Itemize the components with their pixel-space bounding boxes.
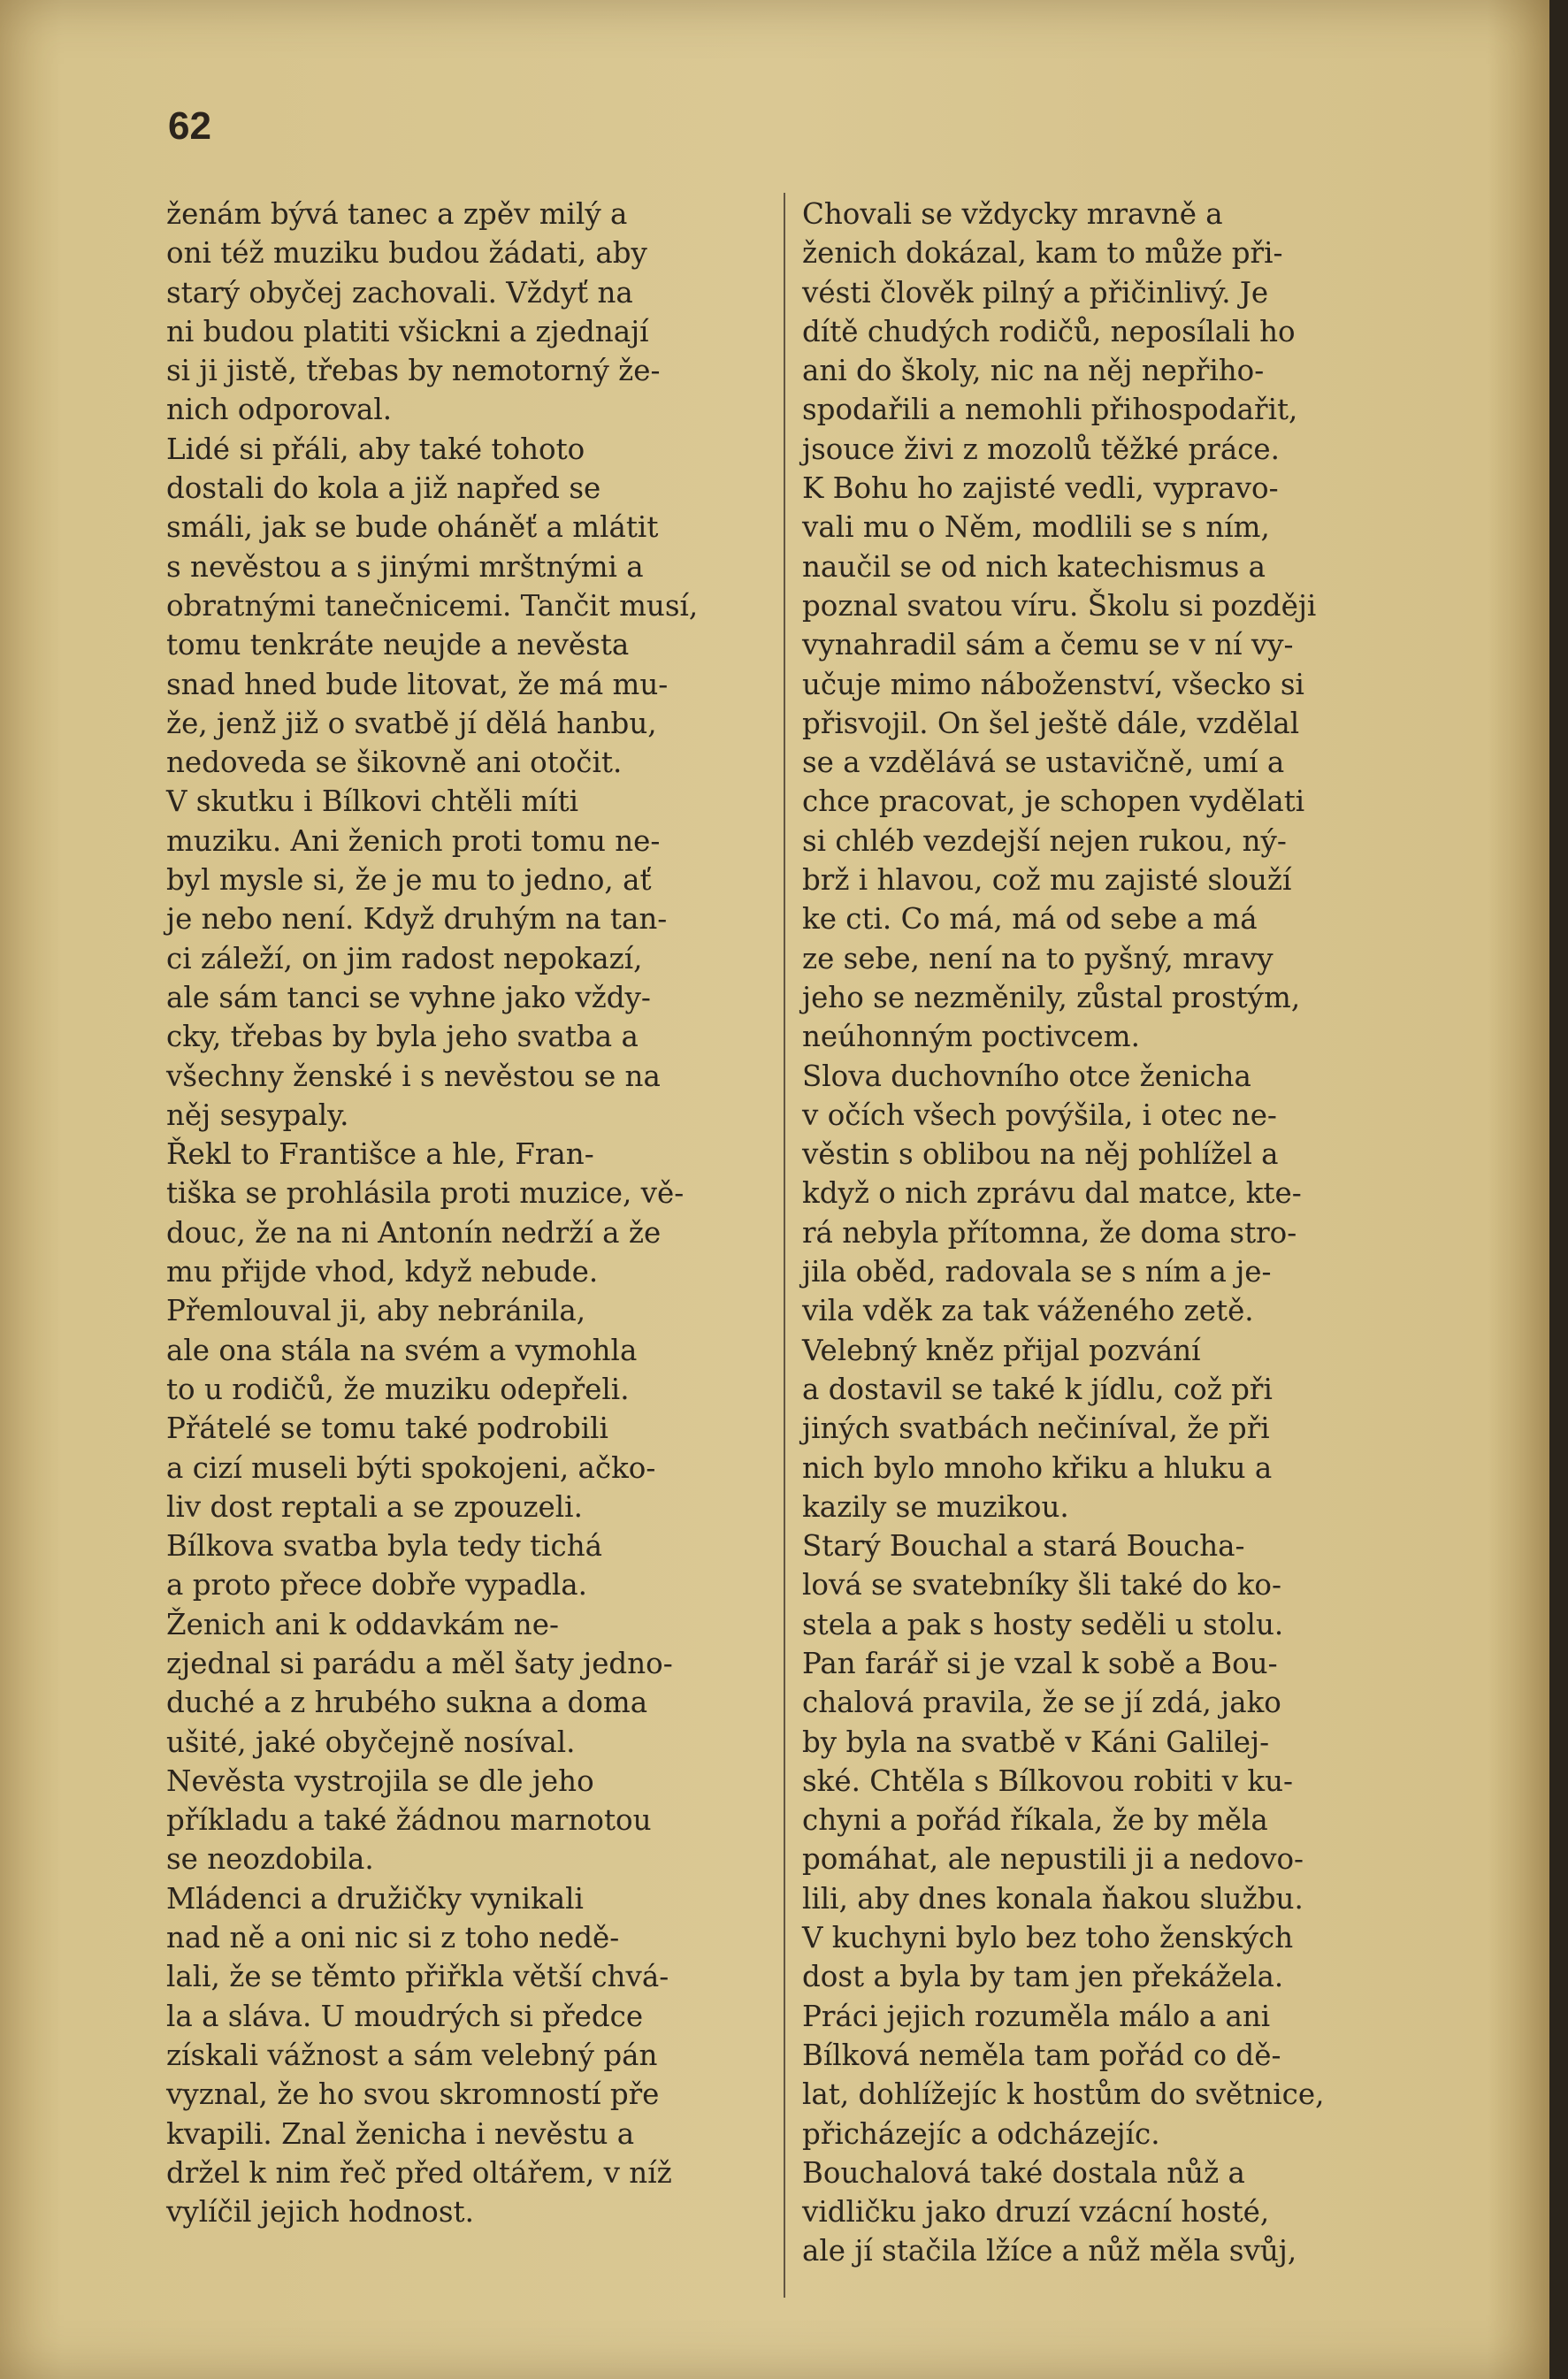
text-line: Bouchalová také dostala nůž a xyxy=(802,2155,1245,2190)
text-line: lili, aby dnes konala ňakou službu. xyxy=(802,1881,1304,1916)
text-line: dostali do kola a již napřed se xyxy=(166,471,601,506)
text-line: spodařili a nemohli přihospodařit, xyxy=(802,393,1298,427)
text-line: mu přijde vhod, když nebude. xyxy=(166,1255,599,1289)
text-line: vynahradil sám a čemu se v ní vy- xyxy=(802,628,1294,662)
text-line: vyznal, že ho svou skromností pře xyxy=(166,2077,660,2112)
text-line: Velebný kněz přijal pozvání xyxy=(802,1333,1201,1367)
text-line: a proto přece dobře vypadla. xyxy=(166,1568,587,1603)
text-line: Pan farář si je vzal k sobě a Bou- xyxy=(802,1646,1278,1680)
text-line: Řekl to Františce a hle, Fran- xyxy=(166,1137,594,1172)
text-line: lali, že se těmto přiřkla větší chvá- xyxy=(166,1960,669,1994)
text-line: ale sám tanci se vyhne jako vždy- xyxy=(166,980,651,1014)
text-line: ke cti. Co má, má od sebe a má xyxy=(802,902,1258,937)
page-edge xyxy=(1549,0,1568,2379)
text-line: Starý Bouchal a stará Boucha- xyxy=(802,1529,1245,1564)
text-line: ušité, jaké obyčejně nosíval. xyxy=(166,1725,576,1759)
text-line: s nevěstou a s jinými mrštnými a xyxy=(166,549,644,584)
text-line: vidličku jako druzí vzácní hosté, xyxy=(802,2195,1270,2230)
text-line: se a vzdělává se ustavičně, umí a xyxy=(802,746,1285,780)
text-line: V skutku i Bílkovi chtěli míti xyxy=(166,784,579,819)
text-line: kazily se muzikou. xyxy=(802,1489,1069,1524)
text-line: něj sesypaly. xyxy=(166,1098,349,1132)
text-line: tiška se prohlásila proti muzice, vě- xyxy=(166,1176,685,1211)
text-line: zjednal si parádu a měl šaty jedno- xyxy=(166,1646,673,1680)
text-line: ženám bývá tanec a zpěv milý a xyxy=(166,197,628,231)
text-line: věstin s oblibou na něj pohlížel a xyxy=(802,1137,1279,1172)
text-line: smáli, jak se bude oháněť a mlátit xyxy=(166,510,659,545)
left-text-column xyxy=(166,195,768,2231)
text-line: pomáhat, ale nepustili ji a nedovo- xyxy=(802,1842,1304,1877)
text-line: Přátelé se tomu také podrobili xyxy=(166,1411,608,1446)
page-number: 62 xyxy=(168,104,211,148)
text-line: Nevěsta vystrojila se dle jeho xyxy=(166,1763,594,1798)
text-line: jiných svatbách nečiníval, že při xyxy=(802,1411,1270,1446)
text-line: rá nebyla přítomna, že doma stro- xyxy=(802,1215,1297,1250)
text-line: vylíčil jejich hodnost. xyxy=(166,2195,474,2230)
text-line: nich odporoval. xyxy=(166,393,393,427)
text-line: vésti člověk pilný a přičinlivý. Je xyxy=(802,275,1269,310)
text-line: Ženich ani k oddavkám ne- xyxy=(166,1607,559,1641)
text-line: kvapili. Znal ženicha i nevěstu a xyxy=(166,2116,635,2151)
text-line: snad hned bude litovat, že má mu- xyxy=(166,667,669,701)
text-line: nedoveda se šikovně ani otočit. xyxy=(166,746,623,780)
text-line: ženich dokázal, kam to může při- xyxy=(802,236,1283,271)
text-line: chalová pravila, že se jí zdá, jako xyxy=(802,1686,1281,1720)
text-line: duché a z hrubého sukna a doma xyxy=(166,1686,648,1720)
text-line: ale jí stačila lžíce a nůž měla svůj, xyxy=(802,2234,1297,2268)
text-line: by byla na svatbě v Káni Galilej- xyxy=(802,1725,1270,1759)
text-line: tomu tenkráte neujde a nevěsta xyxy=(166,628,630,662)
text-line: Přemlouval ji, aby nebránila, xyxy=(166,1294,586,1328)
text-line: je nebo není. Když druhým na tan- xyxy=(166,902,668,937)
text-line: učuje mimo náboženství, všecko si xyxy=(802,667,1304,701)
text-line: liv dost reptali a se zpouzeli. xyxy=(166,1489,583,1524)
text-line: neúhonným poctivcem. xyxy=(802,1020,1140,1054)
text-line: se neozdobila. xyxy=(166,1842,374,1877)
text-line: příkladu a také žádnou marnotou xyxy=(166,1803,652,1838)
text-line: nich bylo mnoho křiku a hluku a xyxy=(802,1450,1273,1485)
text-line: chce pracovat, je schopen vydělati xyxy=(802,784,1305,819)
text-line: ze sebe, není na to pyšný, mravy xyxy=(802,941,1274,975)
text-line: ni budou platiti všickni a zjednají xyxy=(166,314,649,348)
text-line: získali vážnost a sám velebný pán xyxy=(166,2038,658,2072)
text-line: jsouce živi z mozolů těžké práce. xyxy=(802,432,1280,466)
text-line: muziku. Ani ženich proti tomu ne- xyxy=(166,823,661,858)
text-line: douc, že na ni Antonín nedrží a že xyxy=(166,1215,662,1250)
text-line: Mládenci a družičky vynikali xyxy=(166,1881,584,1916)
text-line: Slova duchovního otce ženicha xyxy=(802,1059,1251,1093)
text-line: obratnými tanečnicemi. Tančit musí, xyxy=(166,588,699,623)
text-line: byl mysle si, že je mu to jedno, ať xyxy=(166,863,652,898)
text-line: stela a pak s hosty seděli u stolu. xyxy=(802,1607,1284,1641)
text-line: a dostavil se také k jídlu, což při xyxy=(802,1372,1273,1406)
text-line: Bílková neměla tam pořád co dě- xyxy=(802,2038,1281,2072)
text-line: ale ona stála na svém a vymohla xyxy=(166,1333,638,1367)
text-line: Bílkova svatba byla tedy tichá xyxy=(166,1529,603,1564)
text-line: ani do školy, nic na něj nepřiho- xyxy=(802,354,1265,388)
text-line: vali mu o Něm, modlili se s ním, xyxy=(802,510,1270,545)
text-line: to u rodičů, že muziku odepřeli. xyxy=(166,1372,630,1406)
text-line: V kuchyni bylo bez toho ženských xyxy=(802,1921,1294,1955)
text-line: a cizí museli býti spokojeni, ačko- xyxy=(166,1450,656,1485)
text-line: K Bohu ho zajisté vedli, vypravo- xyxy=(802,471,1279,506)
text-line: starý obyčej zachovali. Vždyť na xyxy=(166,275,633,310)
text-line: přisvojil. On šel ještě dále, vzdělal xyxy=(802,706,1300,740)
text-line: vila vděk za tak váženého zetě. xyxy=(802,1294,1254,1328)
text-line: držel k nim řeč před oltářem, v níž xyxy=(166,2155,672,2190)
text-line: oni též muziku budou žádati, aby xyxy=(166,236,647,271)
text-line: cky, třebas by byla jeho svatba a xyxy=(166,1020,639,1054)
text-line: lat, dohlížejíc k hostům do světnice, xyxy=(802,2077,1325,2112)
text-line: poznal svatou víru. Školu si později xyxy=(802,588,1317,623)
text-line: jila oběd, radovala se s ním a je- xyxy=(802,1255,1272,1289)
text-line: Práci jejich rozuměla málo a ani xyxy=(802,1999,1271,2033)
text-line: ci záleží, on jim radost nepokazí, xyxy=(166,941,643,975)
text-line: dost a byla by tam jen překážela. xyxy=(802,1960,1284,1994)
text-line: Lidé si přáli, aby také tohoto xyxy=(166,432,585,466)
text-line: si chléb vezdejší nejen rukou, ný- xyxy=(802,823,1287,858)
text-line: v očích všech povýšila, i otec ne- xyxy=(802,1098,1277,1132)
text-line: Chovali se vždycky mravně a xyxy=(802,197,1223,231)
text-line: ské. Chtěla s Bílkovou robiti v ku- xyxy=(802,1763,1293,1798)
text-line: brž i hlavou, což mu zajisté slouží xyxy=(802,863,1292,898)
right-text-column xyxy=(802,195,1399,2271)
text-line: lová se svatebníky šli také do ko- xyxy=(802,1568,1281,1603)
text-line: jeho se nezměnily, zůstal prostým, xyxy=(802,980,1301,1014)
text-line: že, jenž již o svatbě jí dělá hanbu, xyxy=(166,706,657,740)
text-line: dítě chudých rodičů, neposílali ho xyxy=(802,314,1296,348)
text-line: chyni a pořád říkala, že by měla xyxy=(802,1803,1268,1838)
text-line: la a sláva. U moudrých si předce xyxy=(166,1999,644,2033)
text-line: nad ně a oni nic si z toho nedě- xyxy=(166,1921,620,1955)
column-divider xyxy=(784,193,785,2298)
text-line: naučil se od nich katechismus a xyxy=(802,549,1266,584)
text-line: všechny ženské i s nevěstou se na xyxy=(166,1059,661,1093)
text-line: si ji jistě, třebas by nemotorný že- xyxy=(166,354,661,388)
text-line: když o nich zprávu dal matce, kte- xyxy=(802,1176,1302,1211)
text-line: přicházejíc a odcházejíc. xyxy=(802,2116,1160,2151)
